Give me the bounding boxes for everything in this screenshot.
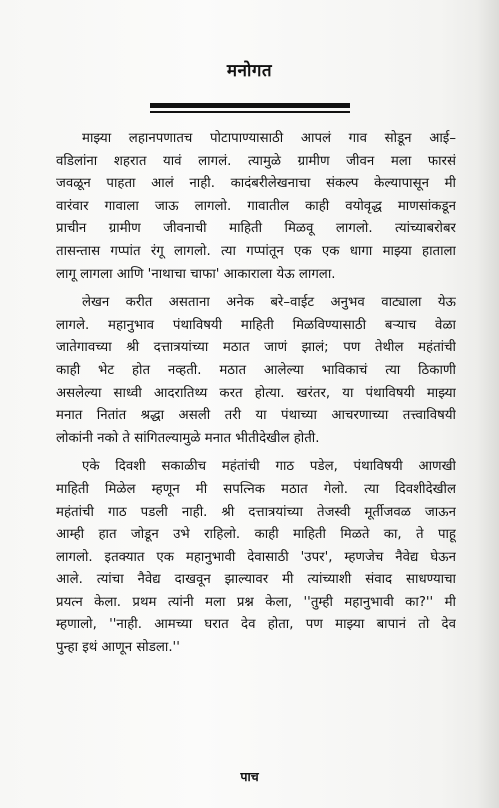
text-line: आले. त्यांचा नैवेद्य दाखवून झाल्यावर मी त्यांच्याशी संवाद साधण्याचा <box>56 572 456 588</box>
text-line: तासन्तास गप्पांत रंगू लागलो. त्या गप्पांतून एक एक धागा माझ्या हाताला <box>56 243 456 259</box>
text-line: लागलो. इतक्यात एक महानुभावी देवासाठी 'उपर', म्हणजेच नैवेद्य घेऊन <box>56 549 456 565</box>
text-line: वडिलांना शहरात यावं लागलं. त्यामुळे ग्रामीण जीवन मला फारसं <box>56 153 456 169</box>
text-line: माहिती मिळेल म्हणून मी सपत्निक मठात गेलो. त्या दिवशीदेखील <box>56 481 456 497</box>
text-line: माझ्या लहानपणातच पोटापाण्यासाठी आपलं गाव सोडून आई– <box>82 131 456 146</box>
page-gutter-shadow <box>477 0 499 808</box>
text-line: असलेल्या साध्वी आदरातिथ्य करत होत्या. खरंतर, या पंथाविषयी माझ्या <box>56 385 456 401</box>
chapter-heading: मनोगत <box>226 61 273 81</box>
text-line: लागू लागला आणि 'नाथाचा चाफा' आकाराला येऊ लागला. <box>56 266 336 282</box>
body-text <box>56 128 456 666</box>
text-line: महंतांची गाठ पडली नाही. श्री दत्तात्रयांच्या तेजस्वी मूर्तीजवळ जाऊन <box>56 504 456 520</box>
paragraph-1 <box>56 128 456 286</box>
paragraph-2 <box>56 292 456 450</box>
text-line: जातेगावच्या श्री दत्तात्रयांच्या मठात जाणं झालं; पण तेथील महंतांची <box>56 340 456 356</box>
text-line: काही भेट होत नव्हती. मठात आलेल्या भाविकाचं त्या ठिकाणी <box>56 362 456 378</box>
paragraph-3 <box>56 456 456 659</box>
text-line: आम्ही हात जोडून उभे राहिलो. काही माहिती मिळते का, ते पाहू <box>56 527 456 543</box>
text-line: लेखन करीत असताना अनेक बरे–वाईट अनुभव वाट्याला येऊ <box>82 295 456 311</box>
text-line: प्राचीन ग्रामीण जीवनाची माहिती मिळवू लागलो. त्यांच्याबरोबर <box>56 221 456 237</box>
text-line: पुन्हा इथं आणून सोडला.'' <box>56 640 180 656</box>
text-line: म्हणालो, ''नाही. आमच्या घरात देव होता, पण माझ्या बापानं तो देव <box>56 617 456 633</box>
text-line: जवळून पाहता आलं नाही. कादंबरीलेखनाचा संकल्प केल्यापासून मी <box>56 176 456 192</box>
page-number: पाच <box>240 769 259 784</box>
text-line: मनात नितांत श्रद्धा असली तरी या पंथाच्या आचरणाच्या तत्त्वाविषयी <box>56 408 456 424</box>
heading-rule-thick <box>150 103 350 108</box>
text-line: लागले. महानुभाव पंथाविषयी माहिती मिळविण्यासाठी बऱ्याच वेळा <box>56 317 456 333</box>
heading-rule-thin <box>150 111 350 113</box>
text-line: एके दिवशी सकाळीच महंतांची गाठ पडेल, पंथाविषयी आणखी <box>82 459 456 475</box>
text-line: लोकांनी नको ते सांगितल्यामुळे मनात भीतीदेखील होती. <box>56 430 320 446</box>
text-line: प्रयत्न केला. प्रथम त्यांनी मला प्रश्न केला, ''तुम्ही महानुभावी का?'' मी <box>56 594 456 610</box>
text-line: वारंवार गावाला जाऊ लागलो. गावातील काही वयोवृद्ध माणसांकडून <box>56 198 456 214</box>
